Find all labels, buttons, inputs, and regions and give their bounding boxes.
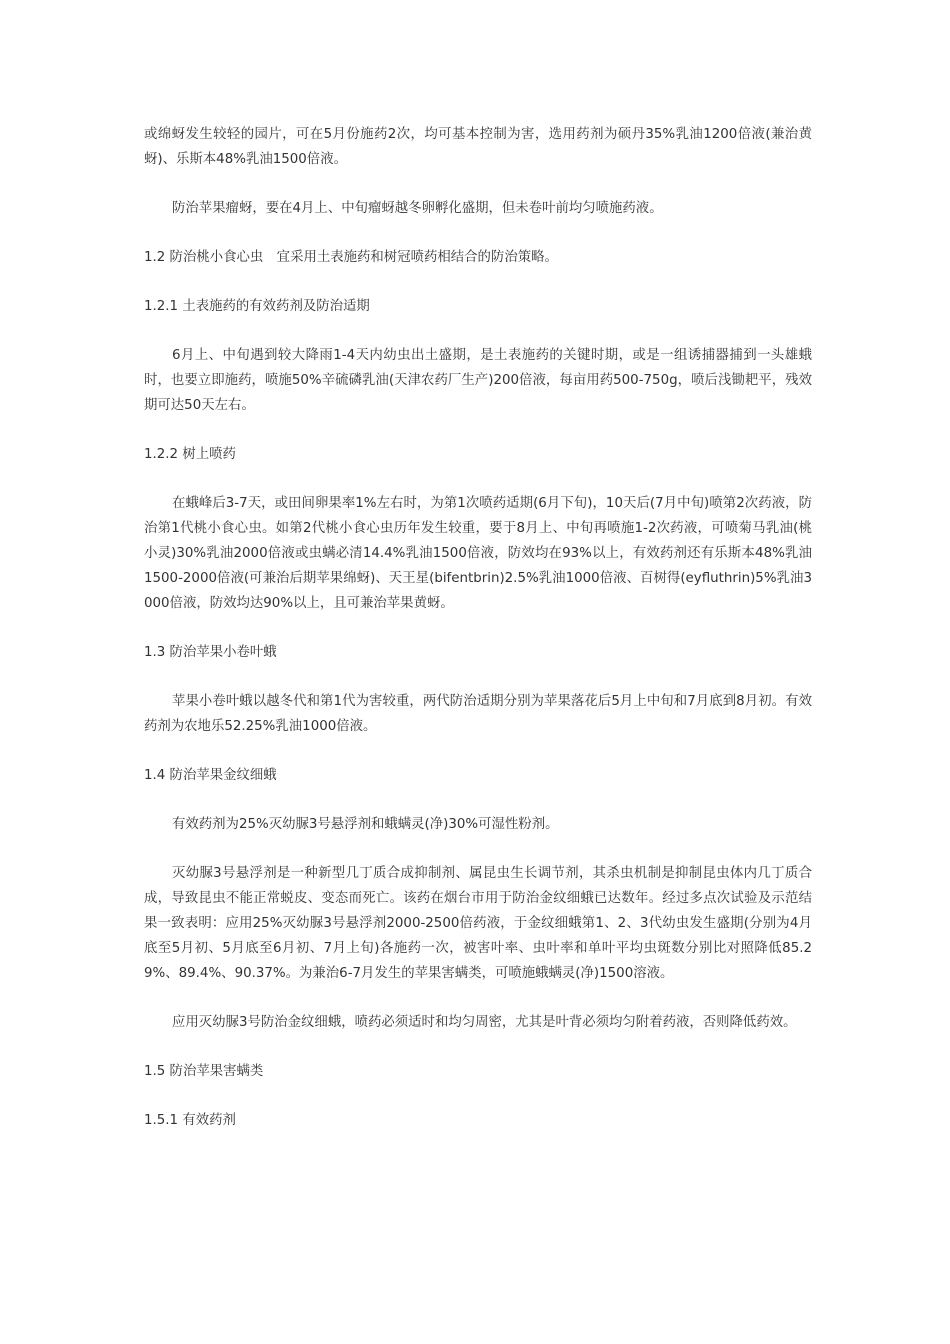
paragraph-effective-agents: 有效药剂为25%灭幼脲3号悬浮剂和蛾螨灵(净)30%可湿性粉剂。 [172, 817, 559, 832]
section-heading-1-3: 1.3 防治苹果小卷叶蛾 [144, 645, 277, 660]
document-page [144, 122, 812, 1157]
section-heading-1-5: 1.5 防治苹果害螨类 [144, 1064, 264, 1079]
paragraph-leaf-roller: 苹果小卷叶蛾以越冬代和第1代为害较重，两代防治适期分别为苹果落花后5月上中旬和7月底到8月初。有效药剂为农地乐52.25%乳油1000倍液。 [144, 694, 812, 734]
section-heading-1-2-1: 1.2.1 土表施药的有效药剂及防治适期 [144, 299, 370, 314]
paragraph-apple-gall-aphid: 防治苹果瘤蚜，要在4月上、中旬瘤蚜越冬卵孵化盛期，但未卷叶前均匀喷施药液。 [172, 201, 663, 216]
section-heading-1-4: 1.4 防治苹果金纹细蛾 [144, 768, 277, 783]
paragraph-soil-treatment: 6月上、中旬遇到较大降雨1-4天内幼虫出土盛期，是土表施药的关键时期，或是一组诱捕器捕到一头雄蛾时，也要立即施药，喷施50%辛硫磷乳油(天津农药厂生产)200倍液，每亩用药500-750g，喷后浅锄耙平，残效期可达50天左右。 [144, 348, 812, 413]
section-heading-1-2-2: 1.2.2 树上喷药 [144, 447, 236, 462]
paragraph-aphid-control: 或绵蚜发生较轻的园片，可在5月份施药2次，均可基本控制为害，选用药剂为硕丹35%乳油1200倍液(兼治黄蚜)、乐斯本48%乳油1500倍液。 [144, 127, 812, 167]
paragraph-chitin-inhibitor: 灭幼脲3号悬浮剂是一种新型几丁质合成抑制剂、属昆虫生长调节剂，其杀虫机制是抑制昆虫体内几丁质合成，导致昆虫不能正常蜕皮、变态而死亡。该药在烟台市用于防治金纹细蛾已达数年。经过多点次试验及示范结果一致表明：应用25%灭幼脲3号悬浮剂2000-2500倍药液，于金纹细蛾第1、2、3代幼虫发生盛期(分别为4月底至5月初、5月底至6月初、7月上旬)各施药一次，被害叶率、虫叶率和单叶平均虫斑数分别比对照降低85.29%、89.4%、90.37%。为兼治6-7月发生的苹果害螨类，可喷施蛾螨灵(净)1500溶液。 [144, 866, 812, 981]
paragraph-tree-spraying: 在蛾峰后3-7天，或田间卵果率1%左右时，为第1次喷药适期(6月下旬)，10天后(7月中旬)喷第2次药液，防治第1代桃小食心虫。如第2代桃小食心虫历年发生较重，要于8月上、中旬再喷施1-2次药液，可喷菊马乳油(桃小灵)30%乳油2000倍液或虫螨必清14.4%乳油1500倍液，防效均在93%以上，有效药剂还有乐斯本48%乳油1500-2000倍液(可兼治后期苹果绵蚜)、天王星(bifentbrin)2.5%乳油1000倍液、百树得(eyfluthrin)5%乳油3000倍液，防效均达90%以上，且可兼治苹果黄蚜。 [144, 496, 812, 611]
section-heading-1-5-1: 1.5.1 有效药剂 [144, 1113, 236, 1128]
paragraph-application-note: 应用灭幼脲3号防治金纹细蛾，喷药必须适时和均匀周密，尤其是叶背必须均匀附着药液，否则降低药效。 [172, 1015, 797, 1030]
section-heading-1-2: 1.2 防治桃小食心虫 宜采用土表施药和树冠喷药相结合的防治策略。 [144, 250, 558, 265]
